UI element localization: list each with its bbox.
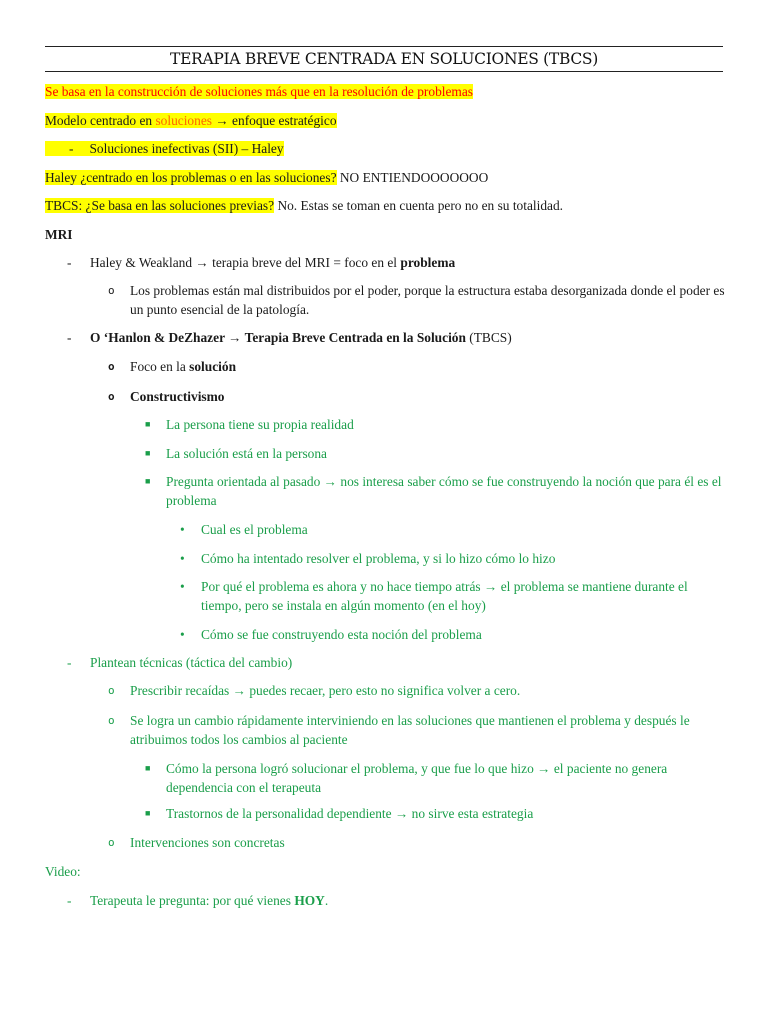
focus-text: Foco en la [130, 359, 190, 374]
quick-change-item: Se logra un cambio rápidamente interviniendo en las soluciones que mantienen el problema y después le atribuimos todos los cambios al paciente [130, 713, 690, 747]
dash-bullet: - [67, 330, 72, 345]
top-rule [45, 46, 723, 47]
sii-text: Soluciones inefectivas (SII) – Haley [89, 141, 284, 156]
tried-solving-item: Cómo ha intentado resolver el problema, y si lo hizo cómo lo hizo [201, 551, 556, 566]
period: . [324, 893, 329, 908]
sii-highlight [45, 141, 284, 156]
ohanlon-item [90, 328, 728, 347]
tbcs-question: TBCS: ¿Se basa en las soluciones previas? [45, 198, 275, 213]
dot-bullet: • [180, 551, 185, 566]
dash-bullet: - [67, 893, 72, 908]
solution-word: solución [189, 359, 237, 374]
concrete-interventions-item: Intervenciones son concretas [130, 835, 285, 850]
solution-in-person-item: La solución está en la persona [166, 446, 328, 461]
therapist-question-text: Terapeuta le pregunta: por qué vienes [90, 893, 295, 908]
haley-comment: NO ENTIENDOOOOOOO [336, 170, 489, 185]
circle-bullet: o [108, 284, 115, 297]
techniques-item: Plantean técnicas (táctica del cambio) [90, 655, 293, 670]
square-bullet: ■ [145, 419, 151, 429]
power-item: Los problemas están mal distribuidos por el poder, porque la estructura estaba desorganizada donde el poder es un punto esencial de la patología. [130, 283, 725, 317]
why-now-item: Por qué el problema es ahora y no hace tiempo atrás → el problema se mantiene durante el tiempo, pero se instala en algún momento (en el hoy) [201, 579, 688, 613]
dash-bullet: - [69, 141, 74, 156]
circle-bullet: o [108, 836, 115, 849]
what-problem-item: Cual es el problema [201, 522, 308, 537]
constructivism-text: Constructivismo [130, 389, 225, 404]
circle-bullet: o [108, 684, 115, 697]
ohanlon-text: O ‘Hanlon & DeZhazer → Terapia Breve Centrada en la Solución [90, 330, 466, 345]
hoy-word: HOY [294, 893, 325, 908]
document-title: TERAPIA BREVE CENTRADA EN SOLUCIONES (TBCS) [170, 50, 598, 68]
relapse-item: Prescribir recaídas → puedes recaer, pero esto no significa volver a cero. [130, 683, 521, 698]
square-bullet: ■ [145, 448, 151, 458]
model-label: Modelo centrado en [45, 113, 156, 128]
tbcs-answer: No. Estas se toman en cuenta pero no en su totalidad. [274, 198, 564, 213]
therapist-question-item [90, 891, 728, 910]
dot-bullet: • [180, 522, 185, 537]
own-reality-item: La persona tiene su propia realidad [166, 417, 354, 432]
circle-bullet: o [108, 360, 115, 373]
problem-word: problema [400, 255, 456, 270]
square-bullet: ■ [145, 763, 151, 773]
haley-question: Haley ¿centrado en los problemas o en las soluciones? [45, 170, 337, 185]
circle-bullet: o [108, 390, 115, 403]
dependent-disorder-item: Trastornos de la personalidad dependiente → no sirve esta estrategia [166, 806, 534, 821]
how-solved-item: Cómo la persona logró solucionar el problema, y que fue lo que hizo → el paciente no genera dependencia con el terapeuta [166, 761, 668, 795]
intro-line [45, 82, 728, 101]
model-solutions: soluciones [155, 113, 212, 128]
square-bullet: ■ [145, 476, 151, 486]
intro-text: Se basa en la construcción de soluciones más que en la resolución de problemas [45, 84, 473, 99]
model-line [45, 111, 728, 130]
focus-item [130, 357, 728, 376]
dash-bullet: - [67, 255, 72, 270]
video-heading: Video: [45, 864, 81, 879]
notion-built-item: Cómo se fue construyendo esta noción del problema [201, 627, 482, 642]
constructivism-item [130, 387, 728, 406]
haley-weakland-text: Haley & Weakland → terapia breve del MRI = foco en el [90, 255, 401, 270]
dot-bullet: • [180, 579, 185, 594]
square-bullet: ■ [145, 808, 151, 818]
tbcs-question-line [45, 196, 728, 215]
haley-question-line [45, 168, 728, 187]
dash-bullet: - [67, 655, 72, 670]
circle-bullet: o [108, 714, 115, 727]
mri-heading [45, 225, 728, 244]
mri-label: MRI [45, 227, 73, 242]
haley-weakland-item [90, 253, 728, 272]
tbcs-abbrev: (TBCS) [465, 330, 512, 345]
model-approach: → enfoque estratégico [211, 113, 337, 128]
past-question-item: Pregunta orientada al pasado → nos interesa saber cómo se fue construyendo la noción que para él es el problema [166, 474, 722, 508]
title-underline [45, 71, 723, 72]
sii-line [45, 139, 728, 158]
dot-bullet: • [180, 627, 185, 642]
